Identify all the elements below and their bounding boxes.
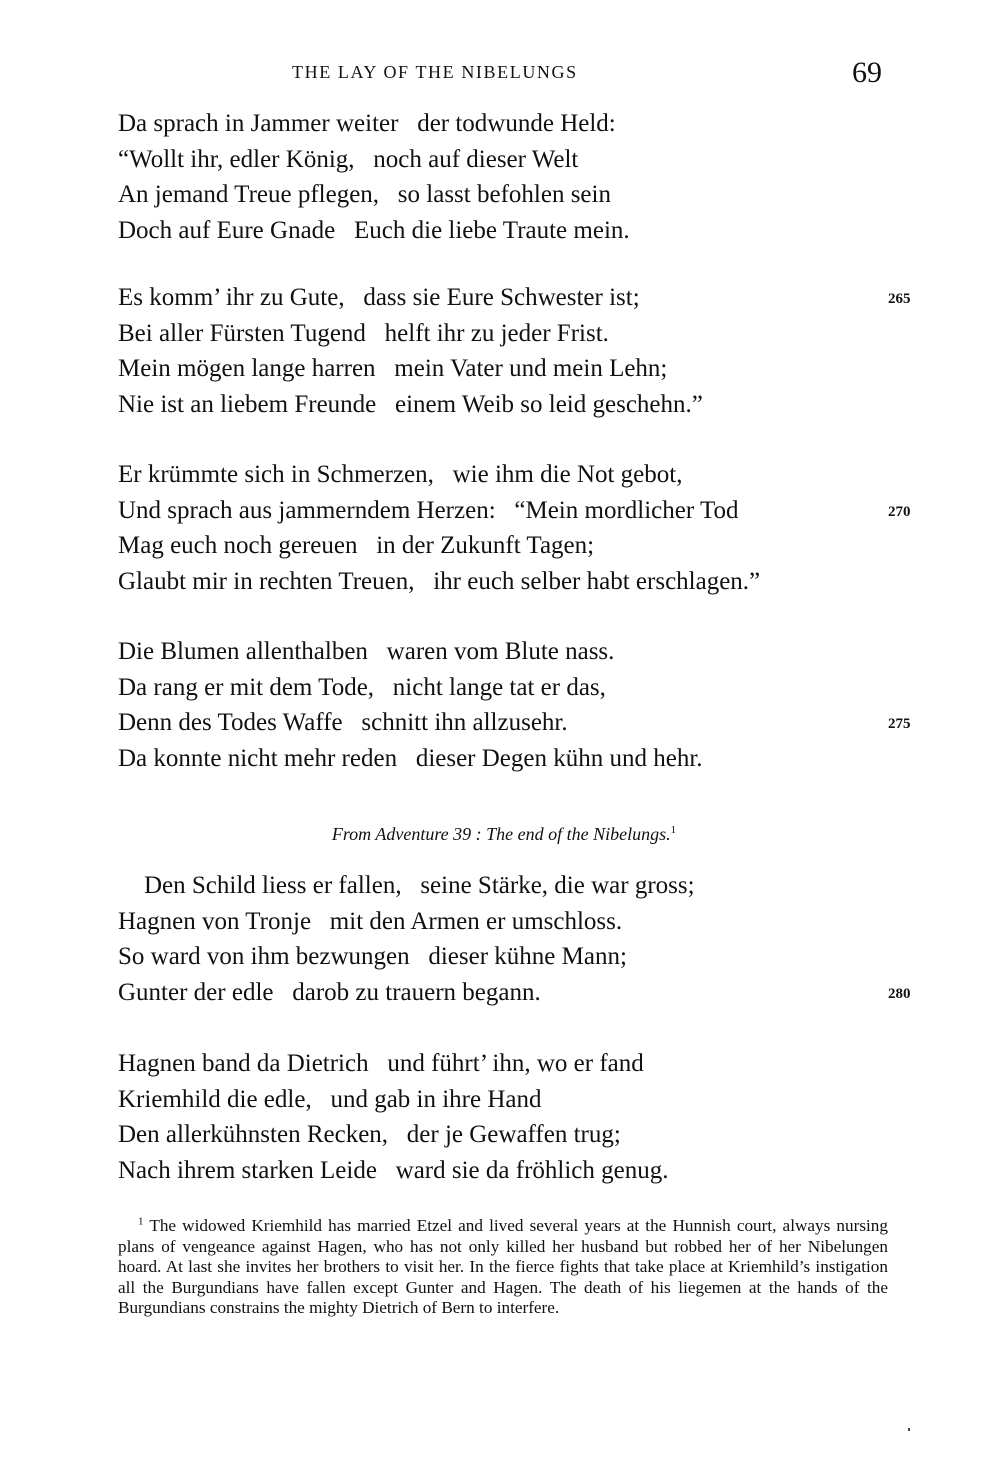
verse-line	[118, 387, 938, 423]
stanza-6	[118, 1046, 938, 1188]
verse-line	[118, 904, 938, 940]
verse-line	[118, 741, 938, 777]
verse-text: So ward von ihm bezwungen dieser kühne Mann;	[118, 943, 627, 970]
line-number: 275	[888, 716, 911, 732]
verse-line	[118, 1153, 938, 1189]
verse-line	[118, 975, 938, 1011]
verse-text: An jemand Treue pflegen, so lasst befohlen sein	[118, 181, 611, 208]
verse-line	[118, 1046, 938, 1082]
print-speck	[908, 1428, 910, 1431]
verse-text: Mein mögen lange harren mein Vater und mein Lehn;	[118, 355, 668, 382]
verse-line	[118, 528, 938, 564]
verse-text: Kriemhild die edle, und gab in ihre Hand	[118, 1085, 542, 1113]
verse-text: Nie ist an liebem Freunde einem Weib so leid geschehn.”	[118, 390, 703, 418]
verse-line	[118, 705, 938, 741]
verse-text: “Wollt ihr, edler König, noch auf dieser Welt	[118, 145, 579, 173]
running-title: THE LAY OF THE NIBELUNGS	[292, 62, 578, 82]
verse-text: Gunter der edle darob zu trauern begann.	[118, 978, 541, 1006]
verse-line	[118, 142, 938, 178]
verse-line	[118, 177, 938, 213]
verse-text: Den Schild liess er fallen, seine Stärke, die war gross;	[144, 872, 695, 899]
section-heading-text: From Adventure 39 : The end of the Nibelungs.	[331, 824, 671, 844]
stanza-5	[118, 868, 938, 1010]
footnote-text: The widowed Kriemhild has married Etzel and lived several years at the Hunnish court, always nursing plans of vengeance against Hagen, who has not only killed her husband but robbed her of her Nibelungen hoard. At last she invites her brothers to visit her. In the fierce fights that take place at Kriemhild’s instigation all the Burgundians have fallen except Gunter and Hagen. The death of his liegemen at the hands of the Burgundians constrains the mighty Dietrich of Bern to interfere.	[118, 1216, 888, 1317]
verse-text: Mag euch noch gereuen in der Zukunft Tagen;	[118, 532, 595, 559]
verse-line	[118, 280, 938, 316]
verse-text: Da rang er mit dem Tode, nicht lange tat er das,	[118, 673, 606, 701]
verse-text: Die Blumen allenthalben waren vom Blute nass.	[118, 638, 615, 665]
stanza-2	[118, 280, 938, 422]
verse-line	[118, 634, 938, 670]
line-number: 280	[888, 985, 911, 1002]
verse-text: Da konnte nicht mehr reden dieser Degen kühn und hehr.	[118, 744, 703, 772]
verse-line	[118, 868, 938, 904]
verse-text: Den allerkühnsten Recken, der je Gewaffen trug;	[118, 1121, 621, 1148]
footnote	[118, 1216, 888, 1319]
line-number: 270	[888, 503, 911, 520]
verse-text: Doch auf Eure Gnade Euch die liebe Traute mein.	[118, 216, 630, 244]
verse-text: Hagnen von Tronje mit den Armen er umschloss.	[118, 907, 623, 935]
line-number: 265	[888, 291, 911, 307]
verse-text: Und sprach aus jammerndem Herzen: “Mein mordlicher Tod	[118, 496, 739, 524]
stanza-4	[118, 634, 938, 776]
verse-text: Denn des Todes Waffe schnitt ihn allzusehr.	[118, 709, 568, 736]
verse-text: Es komm’ ihr zu Gute, dass sie Eure Schwester ist;	[118, 284, 640, 311]
verse-line	[118, 351, 938, 387]
verse-line	[118, 1082, 938, 1118]
footnote-reference: 1	[670, 824, 677, 836]
verse-line	[118, 213, 938, 249]
page-number: 69	[852, 56, 882, 89]
stanza-1	[118, 106, 938, 248]
verse-line	[118, 670, 938, 706]
verse-text: Er krümmte sich in Schmerzen, wie ihm die Not gebot,	[118, 461, 683, 488]
verse-text: Glaubt mir in rechten Treuen, ihr euch selber habt erschlagen.”	[118, 567, 761, 595]
running-head	[0, 56, 1000, 92]
footnote-mark: 1	[138, 1215, 144, 1228]
verse-text: Da sprach in Jammer weiter der todwunde Held:	[118, 110, 616, 137]
verse-line	[118, 1117, 938, 1153]
verse-line	[118, 457, 938, 493]
section-heading	[0, 824, 1000, 845]
stanza-3	[118, 457, 938, 599]
verse-line	[118, 493, 938, 529]
verse-line	[118, 316, 938, 352]
verse-text: Hagnen band da Dietrich und führt’ ihn, wo er fand	[118, 1050, 644, 1077]
verse-line	[118, 106, 938, 142]
verse-line	[118, 939, 938, 975]
verse-line	[118, 564, 938, 600]
verse-text: Bei aller Fürsten Tugend helft ihr zu jeder Frist.	[118, 319, 609, 347]
verse-text: Nach ihrem starken Leide ward sie da fröhlich genug.	[118, 1156, 669, 1184]
